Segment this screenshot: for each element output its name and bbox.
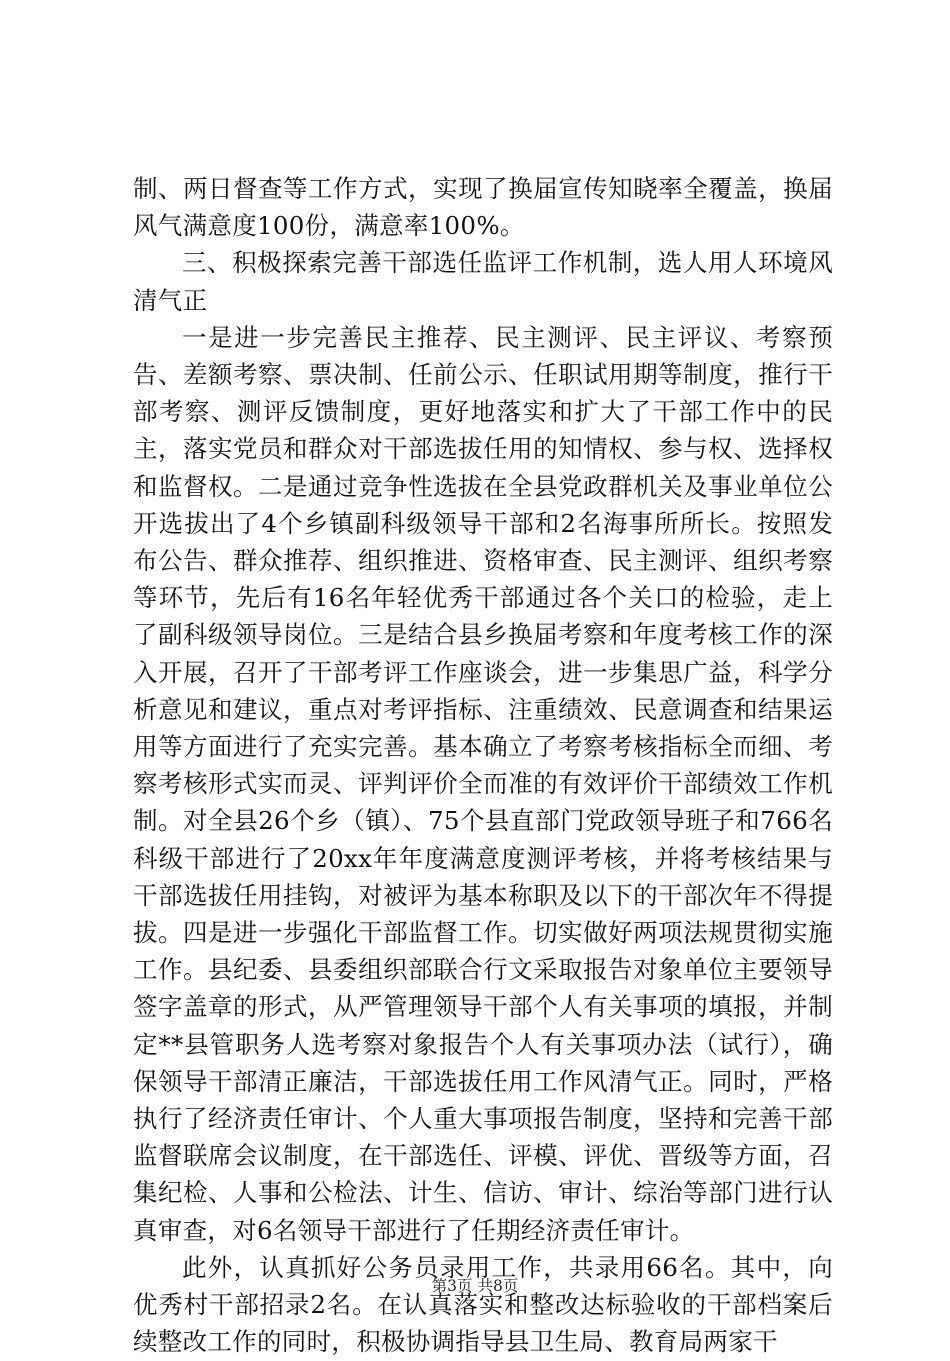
- section-heading: 三、积极探索完善干部选任监评工作机制，选人用人环境风清气正: [133, 248, 833, 315]
- page-number-footer: 第3页 共8页: [431, 1277, 519, 1295]
- paragraph-measures: 一是进一步完善民主推荐、民主测评、民主评议、考察预告、差额考察、票决制、任前公示、任职试用期等制度，推行干部考察、测评反馈制度，更好地落实和扩大了干部工作中的民主，落实党员和群众对干部选拔任用的知情权、参与权、选择权和监督权。二是通过竞争性选拔在全县党政群机关及事业单位公开选拔出了4个乡镇副科级领导干部和2名海事所所长。按照发布公告、群众推荐、组织推进、资格审查、民主测评、组织考察等环节，先后有16名年轻优秀干部通过各个关口的检验，走上了副科级领导岗位。三是结合县乡换届考察和年度考核工作的深入开展，召开了干部考评工作座谈会，进一步集思广益，科学分析意见和建议，重点对考评指标、注重绩效、民意调查和结果运用等方面进行了充实完善。基本确立了考察考核指标全而细、考察考核形式实而灵、评判评价全而准的有效评价干部绩效工作机制。对全县26个乡（镇）、75个县直部门党政领导班子和766名科级干部进行了20xx年年度满意度测评考核，并将考核结果与干部选拔任用挂钩，对被评为基本称职及以下的干部次年不得提拔。四是进一步强化干部监督工作。切实做好两项法规贯彻实施工作。县纪委、县委组织部联合行文采取报告对象单位主要领导签字盖章的形式，从严管理领导干部个人有关事项的填报，并制定**县管职务人选考察对象报告个人有关事项办法（试行），确保领导干部清正廉洁，干部选拔任用工作风清气正。同时，严格执行了经济责任审计、个人重大事项报告制度，坚持和完善干部监督联席会议制度，在干部选任、评模、评优、晋级等方面，召集纪检、人事和公检法、计生、信访、审计、综治等部门进行认真审查，对6名领导干部进行了任期经济责任审计。: [133, 322, 833, 1245]
- document-body: [133, 170, 833, 1361]
- paragraph-continuation: 制、两日督查等工作方式，实现了换届宣传知晓率全覆盖，换届风气满意度100份，满意率100%。: [133, 174, 833, 241]
- paragraph-civil-servant: 此外，认真抓好公务员录用工作，共录用66名。其中，向优秀村干部招录2名。在认真落实和整改达标验收的干部档案后续整改工作的同时，积极协调指导县卫生局、教育局两家干: [133, 1252, 833, 1357]
